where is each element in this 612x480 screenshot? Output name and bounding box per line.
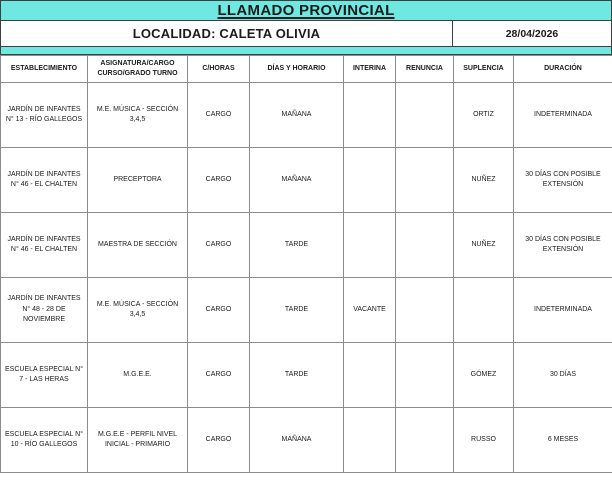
cell-asignatura: PRECEPTORA — [88, 148, 188, 213]
cell-renuncia — [396, 278, 454, 343]
cell-suplencia: NUÑEZ — [454, 213, 514, 278]
table-row — [1, 213, 612, 278]
column-header-asignatura-cargo: ASIGNATURA/CARGO CURSO/GRADO TURNO — [88, 56, 188, 83]
cell-dias-horario: MAÑANA — [250, 83, 344, 148]
title-bar — [0, 0, 612, 21]
locality-cell — [1, 21, 453, 46]
table-header-row — [1, 56, 612, 83]
cell-asignatura: MAESTRA DE SECCIÓN — [88, 213, 188, 278]
cell-interina — [344, 148, 396, 213]
cell-interina: VACANTE — [344, 278, 396, 343]
table-row — [1, 278, 612, 343]
cell-suplencia — [454, 278, 514, 343]
cell-suplencia: GÓMEZ — [454, 343, 514, 408]
cell-renuncia — [396, 343, 454, 408]
cell-interina — [344, 343, 396, 408]
cell-c-horas: CARGO — [188, 408, 250, 473]
cell-c-horas: CARGO — [188, 278, 250, 343]
column-header-c-horas: C/HORAS — [188, 56, 250, 83]
cell-duracion: INDETERMINADA — [514, 278, 612, 343]
table-row — [1, 148, 612, 213]
column-header-duracion: DURACIÓN — [514, 56, 612, 83]
cell-c-horas: CARGO — [188, 83, 250, 148]
cell-dias-horario: MAÑANA — [250, 148, 344, 213]
cell-duracion: 30 DÍAS CON POSIBLE EXTENSIÓN — [514, 213, 612, 278]
column-header-suplencia: SUPLENCIA — [454, 56, 514, 83]
table-row — [1, 343, 612, 408]
cell-asignatura: M.E. MÚSICA - SECCIÓN 3,4,5 — [88, 83, 188, 148]
cell-dias-horario: MAÑANA — [250, 408, 344, 473]
cell-duracion: 30 DÍAS — [514, 343, 612, 408]
cell-renuncia — [396, 83, 454, 148]
cell-suplencia: ORTIZ — [454, 83, 514, 148]
cell-dias-horario: TARDE — [250, 343, 344, 408]
cell-dias-horario: TARDE — [250, 278, 344, 343]
separator-band — [0, 47, 612, 55]
cell-suplencia: RUSSO — [454, 408, 514, 473]
cell-asignatura: M.G.E.E. — [88, 343, 188, 408]
column-header-dias-y-horario: DÍAS Y HORARIO — [250, 56, 344, 83]
cell-establecimiento: ESCUELA ESPECIAL N° 7 - LAS HERAS — [1, 343, 88, 408]
cell-establecimiento: JARDÍN DE INFANTES N° 13 - RÍO GALLEGOS — [1, 83, 88, 148]
cell-interina — [344, 408, 396, 473]
schedule-table — [0, 55, 612, 473]
date-cell — [453, 21, 611, 46]
cell-interina — [344, 213, 396, 278]
cell-renuncia — [396, 408, 454, 473]
cell-c-horas: CARGO — [188, 148, 250, 213]
cell-establecimiento: JARDÍN DE INFANTES N° 46 - EL CHALTEN — [1, 148, 88, 213]
table-row — [1, 83, 612, 148]
cell-duracion: INDETERMINADA — [514, 83, 612, 148]
locality-label: LOCALIDAD: CALETA OLIVIA — [132, 26, 321, 41]
cell-renuncia — [396, 148, 454, 213]
cell-asignatura: M.G.E.E - PERFIL NIVEL INICIAL - PRIMARIO — [88, 408, 188, 473]
cell-establecimiento: JARDÍN DE INFANTES N° 46 - EL CHALTEN — [1, 213, 88, 278]
cell-c-horas: CARGO — [188, 213, 250, 278]
cell-dias-horario: TARDE — [250, 213, 344, 278]
cell-duracion: 30 DÍAS CON POSIBLE EXTENSIÓN — [514, 148, 612, 213]
cell-establecimiento: JARDÍN DE INFANTES N° 48 - 28 DE NOVIEMBRE — [1, 278, 88, 343]
cell-interina — [344, 83, 396, 148]
cell-asignatura: M.E. MÚSICA - SECCIÓN 3,4,5 — [88, 278, 188, 343]
cell-suplencia: NUÑEZ — [454, 148, 514, 213]
table-row — [1, 408, 612, 473]
date-value: 28/04/2026 — [505, 27, 559, 40]
cell-renuncia — [396, 213, 454, 278]
page-title: LLAMADO PROVINCIAL — [217, 2, 395, 19]
column-header-interina: INTERINA — [344, 56, 396, 83]
cell-c-horas: CARGO — [188, 343, 250, 408]
subheader-row — [0, 21, 612, 47]
cell-establecimiento: ESCUELA ESPECIAL N° 10 - RÍO GALLEGOS — [1, 408, 88, 473]
column-header-establecimiento: ESTABLECIMIENTO — [1, 56, 88, 83]
cell-duracion: 6 MESES — [514, 408, 612, 473]
column-header-renuncia: RENUNCIA — [396, 56, 454, 83]
